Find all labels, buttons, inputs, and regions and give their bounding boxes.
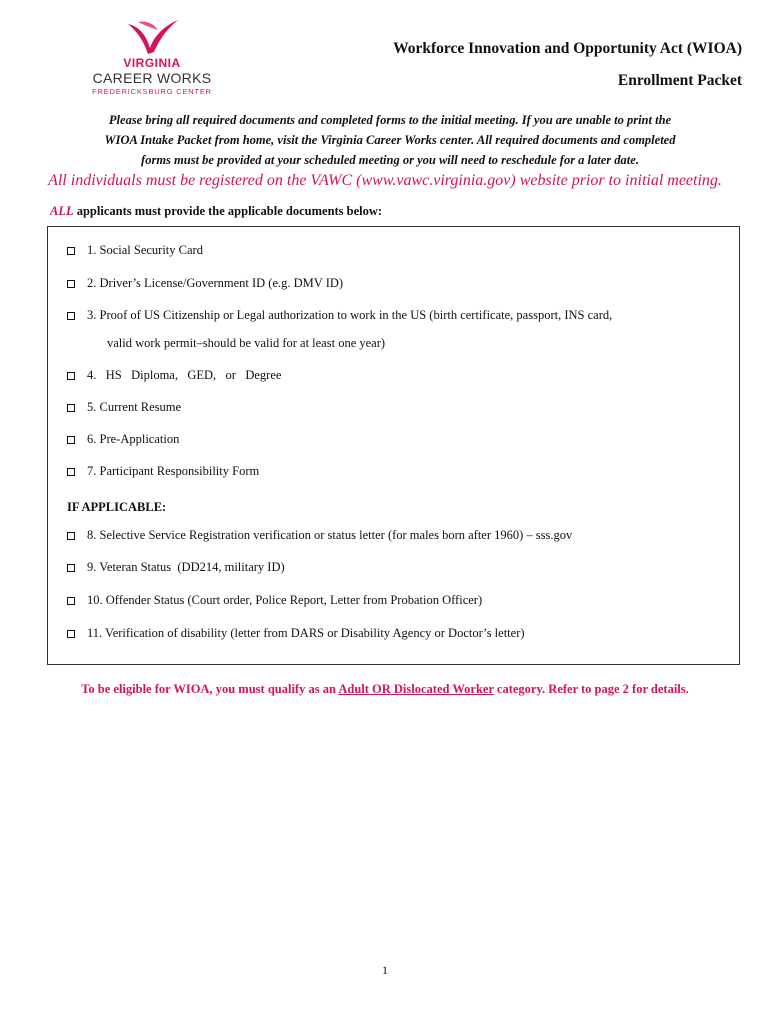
checkbox[interactable] (67, 532, 75, 540)
checklist-item-label: 10. Offender Status (Court order, Police Report, Letter from Probation Officer) (87, 593, 483, 607)
checkbox[interactable] (67, 468, 75, 476)
checklist-item-label: 4. HS Diploma, GED, or Degree (87, 368, 282, 382)
checkbox[interactable] (67, 436, 75, 444)
checklist-item (67, 528, 572, 543)
eligibility-category-link[interactable]: Adult OR Dislocated Worker (338, 682, 494, 696)
checklist-item-label: 7. Participant Responsibility Form (87, 464, 260, 478)
checkbox[interactable] (67, 597, 75, 605)
checklist-item-label: 9. Veteran Status (DD214, military ID) (87, 560, 285, 574)
checkbox[interactable] (67, 564, 75, 572)
checklist-item (67, 626, 525, 641)
checkbox[interactable] (67, 280, 75, 288)
checklist-item (67, 276, 343, 291)
checklist-item-label: 6. Pre-Application (87, 432, 180, 446)
checklist-item (67, 400, 181, 415)
checklist-item-continuation: valid work permit–should be valid for at least one year) (107, 336, 386, 350)
intro-line: WIOA Intake Packet from home, visit the Virginia Career Works center. All required documents and completed (104, 133, 676, 147)
checklist-item (67, 243, 203, 258)
intro-line: Please bring all required documents and completed forms to the initial meeting. If you are unable to print the (108, 113, 672, 127)
intro-paragraph (40, 110, 740, 170)
checklist-item-label: 1. Social Security Card (87, 243, 203, 257)
checklist-item-label: 11. Verification of disability (letter from DARS or Disability Agency or Doctor’s letter) (87, 626, 525, 640)
eligibility-text: To be eligible for WIOA, you must qualify as an (81, 682, 339, 696)
checklist-item (67, 560, 285, 575)
checklist-item (67, 368, 281, 383)
checklist-item-label: 8. Selective Service Registration verification or status letter (for males born after 1960) – sss.gov (87, 528, 573, 542)
applicants-instruction (50, 204, 382, 219)
checklist-item (67, 464, 259, 479)
checkbox[interactable] (67, 630, 75, 638)
logo-virginia-text: VIRGINIA (123, 56, 181, 70)
if-applicable-heading: IF APPLICABLE: (67, 500, 167, 514)
applicants-emphasis: ALL (50, 204, 74, 218)
checkbox[interactable] (67, 404, 75, 412)
document-title: Workforce Innovation and Opportunity Act (WIOA) (393, 40, 742, 57)
checkbox[interactable] (67, 247, 75, 255)
checklist-item (67, 308, 612, 323)
intro-line: forms must be provided at your scheduled meeting or you will need to reschedule for a later date. (141, 153, 639, 167)
checklist-item (67, 593, 482, 608)
checklist-item-label: 5. Current Resume (87, 400, 182, 414)
applicants-text: applicants must provide the applicable documents below: (76, 204, 383, 218)
document-subtitle: Enrollment Packet (617, 72, 742, 89)
logo-career-works-text: CAREER WORKS (92, 70, 212, 86)
checkbox[interactable] (67, 312, 75, 320)
checklist-item-label: 3. Proof of US Citizenship or Legal authorization to work in the US (birth certificate, passport, INS card, (87, 308, 613, 322)
bird-icon (124, 18, 180, 56)
registration-notice: All individuals must be registered on the VAWC (www.vawc.virginia.gov) website prior to initial meeting. (48, 172, 722, 189)
logo-center-text: FREDERICKSBURG CENTER (92, 87, 212, 96)
checkbox[interactable] (67, 372, 75, 380)
checklist-item-label: 2. Driver’s License/Government ID (e.g. DMV ID) (87, 276, 344, 290)
virginia-career-works-logo (92, 18, 212, 98)
eligibility-text: category. Refer to page 2 for details. (493, 682, 689, 696)
eligibility-note (0, 682, 770, 697)
checklist-item (67, 432, 179, 447)
page-number: 1 (382, 963, 388, 977)
